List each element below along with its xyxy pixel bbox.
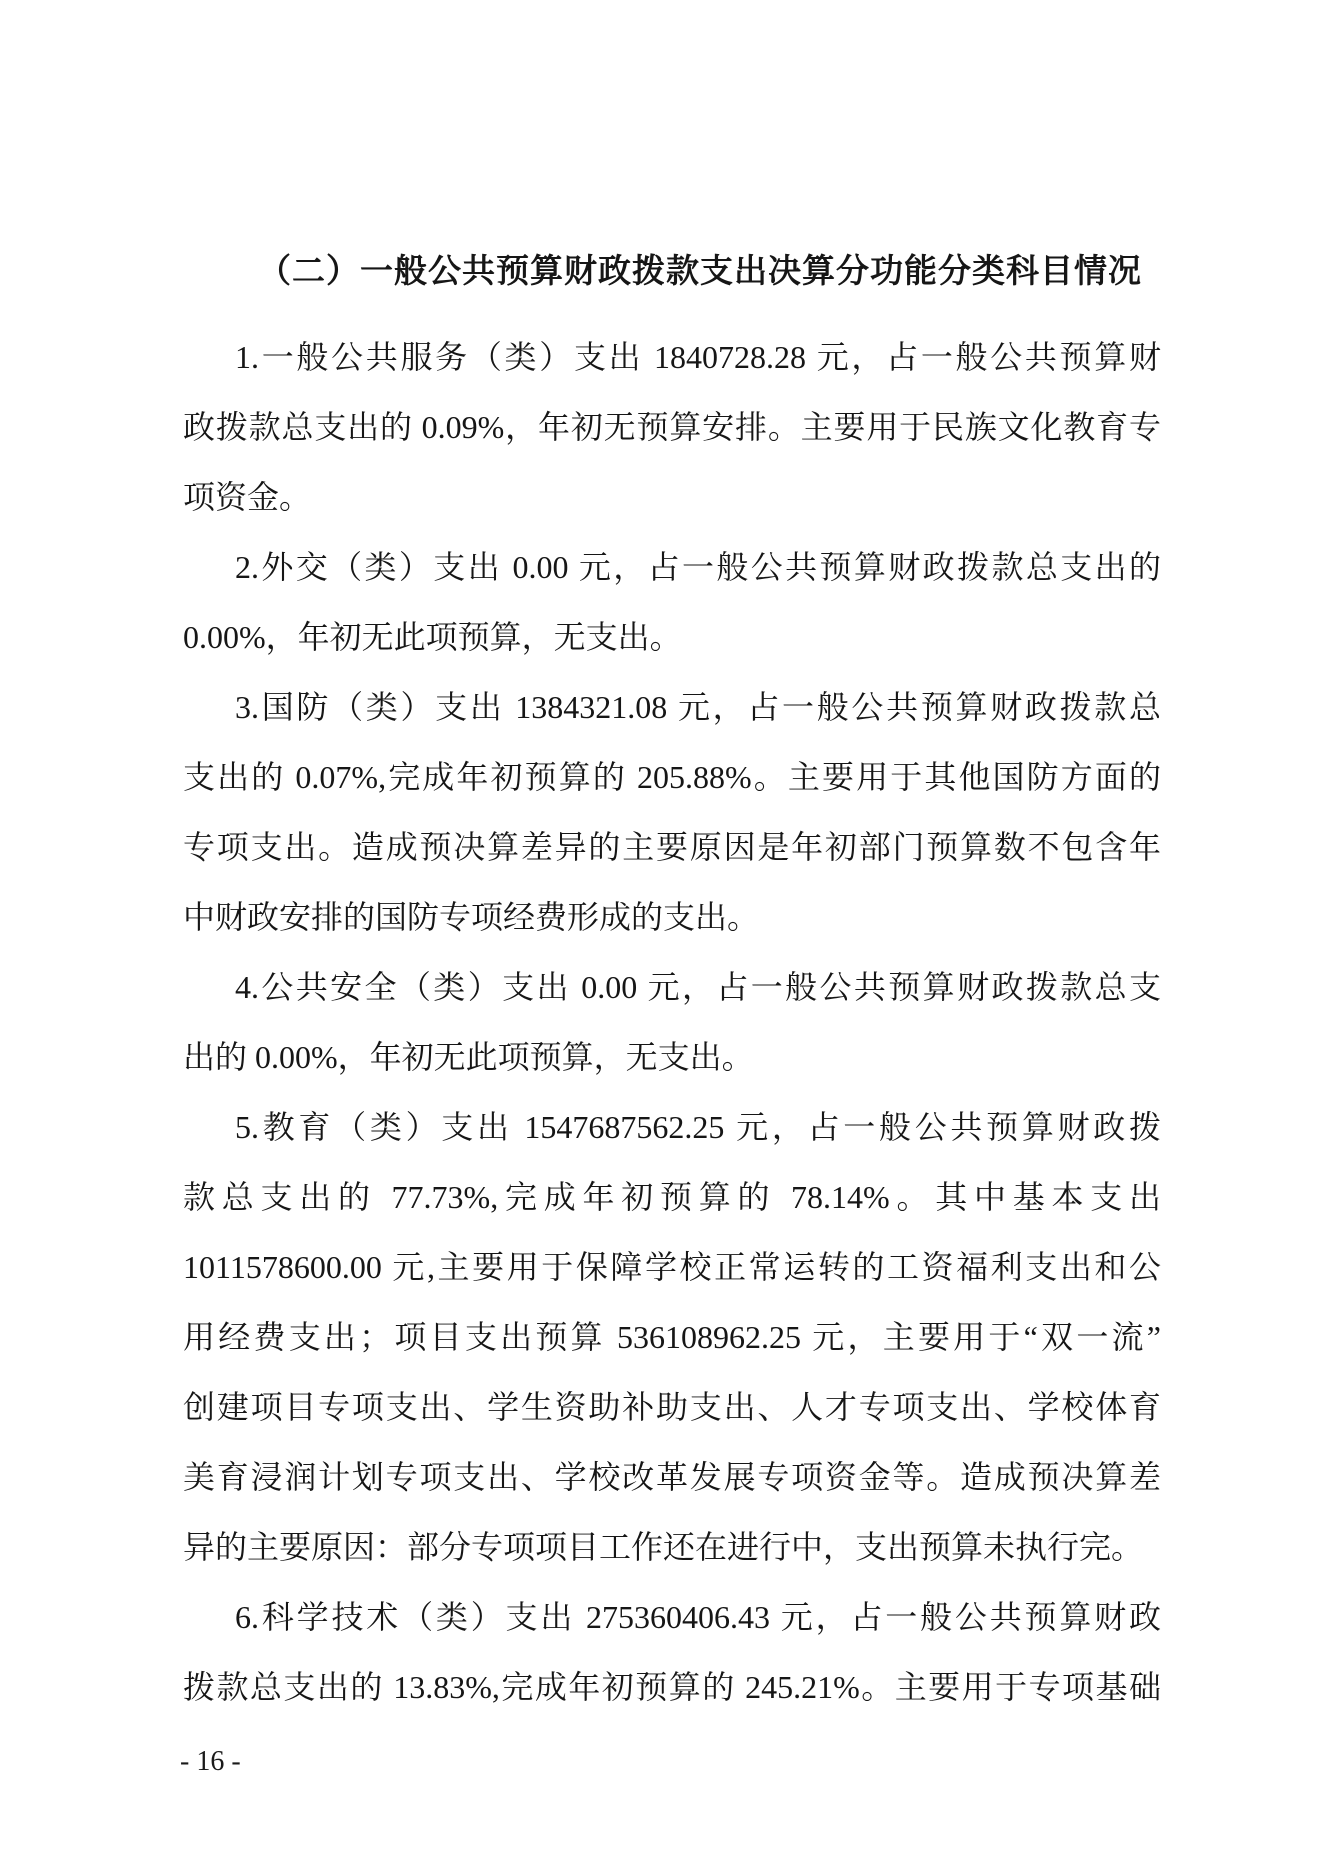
text-line: 0.00%，年初无此项预算，无支出。 (183, 619, 682, 655)
text-line: 美育浸润计划专项支出、学校改革发展专项资金等。造成预决算差 (183, 1459, 1161, 1495)
text-line: 3.国防（类）支出 1384321.08 元，占一般公共预算财政拨款总 (235, 689, 1161, 725)
text-line: 专项支出。造成预决算差异的主要原因是年初部门预算数不包含年 (183, 829, 1161, 865)
page-number: - 16 - (180, 1746, 241, 1777)
text-line: 中财政安排的国防专项经费形成的支出。 (183, 899, 760, 935)
document-body (183, 237, 1161, 1722)
paragraph-1 (183, 322, 1161, 532)
text-line: 政拨款总支出的 0.09%，年初无预算安排。主要用于民族文化教育专 (183, 409, 1161, 445)
text-line: 异的主要原因：部分专项项目工作还在进行中，支出预算未执行完。 (183, 1529, 1144, 1565)
paragraph-5 (183, 1092, 1161, 1582)
paragraph-3 (183, 672, 1161, 952)
text-line: 用经费支出；项目支出预算 536108962.25 元，主要用于“双一流” (183, 1319, 1161, 1355)
paragraph-4 (183, 952, 1161, 1092)
text-line: 5.教育（类）支出 1547687562.25 元，占一般公共预算财政拨 (235, 1109, 1161, 1145)
text-line: 1.一般公共服务（类）支出 1840728.28 元，占一般公共预算财 (235, 339, 1161, 375)
text-line: 出的 0.00%，年初无此项预算，无支出。 (183, 1039, 754, 1075)
section-heading: （二）一般公共预算财政拨款支出决算分功能分类科目情况 (258, 254, 1142, 290)
text-line: 创建项目专项支出、学生资助补助支出、人才专项支出、学校体育 (183, 1389, 1161, 1425)
paragraph-2 (183, 532, 1161, 672)
text-line: 1011578600.00 元,主要用于保障学校正常运转的工资福利支出和公 (183, 1249, 1161, 1285)
text-line: 款总支出的 77.73%,完成年初预算的 78.14%。其中基本支出 (183, 1179, 1161, 1215)
text-line: 支出的 0.07%,完成年初预算的 205.88%。主要用于其他国防方面的 (183, 759, 1161, 795)
text-line: 2.外交（类）支出 0.00 元，占一般公共预算财政拨款总支出的 (235, 549, 1161, 585)
paragraph-6 (183, 1582, 1161, 1722)
text-line: 项资金。 (183, 479, 312, 515)
text-line: 6.科学技术（类）支出 275360406.43 元，占一般公共预算财政 (235, 1599, 1161, 1635)
text-line: 拨款总支出的 13.83%,完成年初预算的 245.21%。主要用于专项基础 (183, 1669, 1161, 1705)
text-line: 4.公共安全（类）支出 0.00 元，占一般公共预算财政拨款总支 (235, 969, 1161, 1005)
